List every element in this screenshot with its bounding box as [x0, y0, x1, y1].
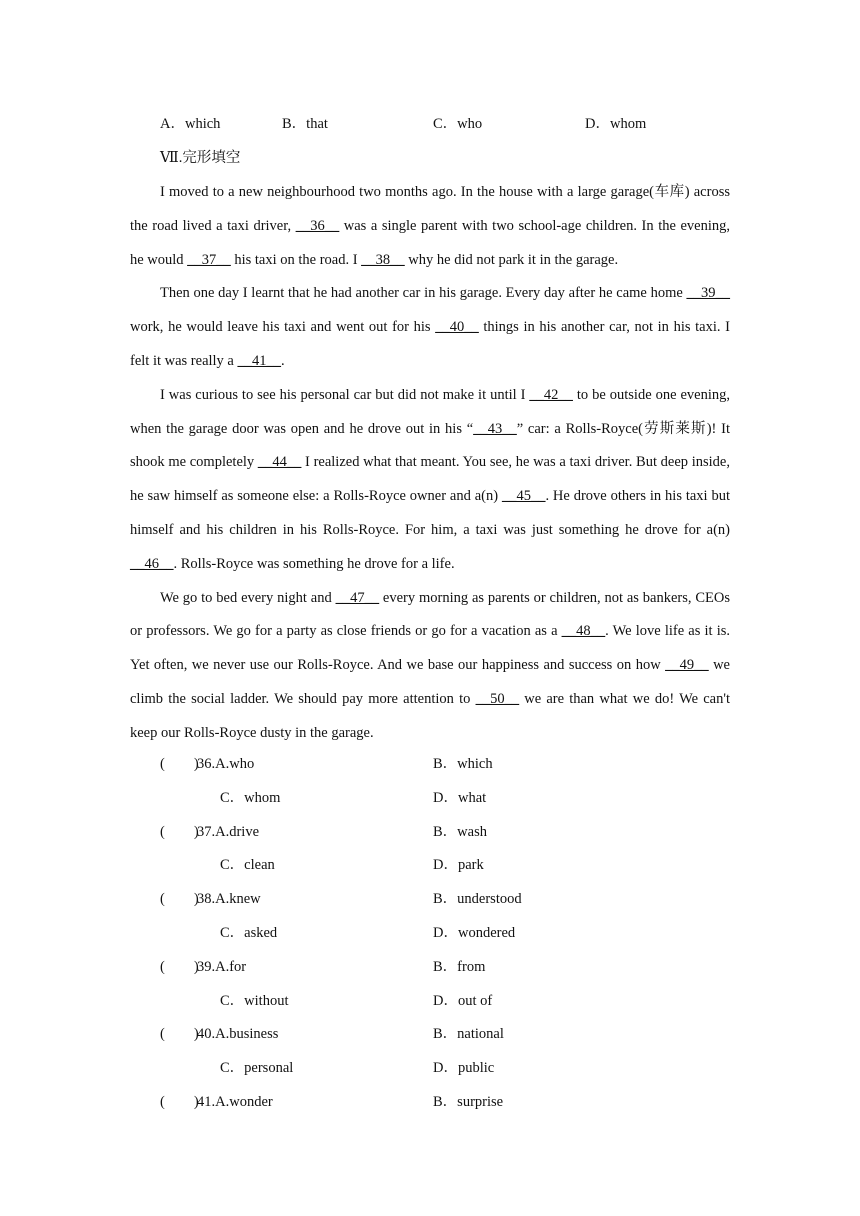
blank-42: __42__ [529, 386, 573, 403]
question-option-b: B．wash [433, 823, 487, 840]
answer-bracket: ( ) [160, 958, 199, 975]
blank-43: __43__ [473, 420, 517, 437]
question-option-c: C．personal [220, 1060, 294, 1077]
paragraph-2 [130, 277, 730, 378]
passage-text: we climb the social ladder. We should pay more attention to [130, 657, 730, 707]
question-option-a: 38.A.knew [197, 891, 261, 908]
cloze-passage [130, 176, 730, 751]
previous-question-options [160, 112, 780, 132]
question-option-a: 41.A.wonder [197, 1093, 273, 1110]
passage-text: . He drove others in his taxi but himself and his children in his Rolls-Royce. For him, a taxi was just something he drove for a(n) [130, 488, 730, 538]
section-title: Ⅶ.完形填空 [160, 150, 241, 166]
option-b: B．that [282, 116, 328, 132]
question-option-c: C．clean [220, 857, 275, 874]
question-option-c: C．asked [220, 924, 278, 941]
question-row-continued [160, 922, 720, 956]
passage-text: things in his another car, not in his taxi. I felt it was really a [130, 319, 730, 369]
question-option-a: 39.A.for [197, 958, 247, 975]
question-option-a: 36.A.who [197, 756, 255, 772]
question-row-continued [160, 1057, 720, 1091]
passage-text: to be outside one evening, when the garage door was open and he drove out in his “ [130, 386, 730, 437]
question-option-b: B．understood [433, 891, 522, 908]
answer-bracket: ( ) [160, 1093, 199, 1110]
paragraph-1 [130, 176, 730, 277]
blank-37: __37__ [187, 251, 231, 268]
question-row-continued [160, 787, 720, 821]
passage-text: his taxi on the road. I [230, 251, 362, 268]
passage-text: I was curious to see his personal car but did not make it until I [160, 386, 530, 403]
blank-39: __39__ [686, 285, 730, 302]
passage-text: why he did not park it in the garage. [404, 251, 619, 268]
blank-41: __41__ [237, 352, 281, 369]
passage-text: we are than what we do! We can't keep our Rolls-Royce dusty in the garage. [130, 690, 730, 741]
question-row [160, 753, 720, 787]
answer-bracket: ( ) [160, 823, 199, 840]
question-row-continued [160, 854, 720, 888]
blank-47: __47__ [335, 589, 380, 606]
question-row [160, 1023, 720, 1057]
blank-46: __46__ [130, 555, 174, 572]
question-row [160, 888, 720, 922]
question-option-b: B．national [433, 1026, 504, 1043]
question-option-c: C．without [220, 992, 289, 1009]
question-option-c: C．whom [220, 789, 281, 806]
question-row-continued [160, 990, 720, 1024]
option-d: D．whom [585, 116, 647, 132]
option-a: A．which [160, 116, 221, 132]
paragraph-4 [130, 582, 730, 751]
question-option-d: D．public [433, 1060, 495, 1077]
paragraph-3 [130, 379, 730, 582]
question-option-d: D．wondered [433, 924, 516, 941]
question-option-d: D．park [433, 857, 484, 874]
option-c: C．who [433, 116, 483, 132]
passage-text: . Rolls-Royce was something he drove for a life. [173, 555, 455, 572]
blank-48: __48__ [561, 623, 606, 640]
answer-bracket: ( ) [160, 891, 199, 908]
passage-text: work, he would leave his taxi and went out for his [130, 319, 436, 336]
question-row [160, 956, 720, 990]
passage-text: . We love life as it is. Yet often, we never use our Rolls-Royce. And we base our happiness and success on how [130, 623, 730, 674]
blank-36: __36__ [295, 217, 340, 234]
question-option-a: 40.A.business [197, 1026, 279, 1043]
question-row [160, 821, 720, 855]
passage-text: We go to bed every night and [160, 589, 336, 606]
question-option-d: D．out of [433, 992, 493, 1009]
blank-49: __49__ [665, 657, 709, 674]
passage-text: I moved to a new neighbourhood two months ago. In the house with a large garage(车库) across the road lived a taxi driver, [130, 184, 730, 234]
passage-text: ” car: a Rolls-Royce(劳斯莱斯)! It shook me completely [130, 420, 731, 471]
question-list [160, 753, 720, 1125]
blank-40: __40__ [435, 319, 479, 336]
question-option-d: D．what [433, 789, 487, 806]
passage-text: . [281, 352, 285, 369]
passage-text: I realized what that meant. You see, he was a taxi driver. But deep inside, he saw himself as someone else: a Rolls-Royce owner and a(n) [130, 454, 730, 505]
question-option-b: B．from [433, 958, 486, 975]
blank-38: __38__ [361, 251, 405, 268]
passage-text: every morning as parents or children, not as bankers, CEOs or professors. We go for a party as close friends or go for a vacation as a [130, 589, 731, 640]
answer-bracket: ( ) [160, 756, 199, 772]
blank-44: __44__ [257, 454, 302, 471]
passage-text: Then one day I learnt that he had another car in his garage. Every day after he came home [160, 285, 687, 302]
question-option-b: B．which [433, 756, 493, 772]
blank-45: __45__ [501, 488, 546, 505]
blank-50: __50__ [475, 690, 520, 707]
question-row [160, 1091, 720, 1125]
question-option-a: 37.A.drive [197, 823, 260, 840]
answer-bracket: ( ) [160, 1026, 199, 1043]
question-option-b: B．surprise [433, 1093, 504, 1110]
passage-text: was a single parent with two school-age children. In the evening, he would [130, 217, 730, 268]
